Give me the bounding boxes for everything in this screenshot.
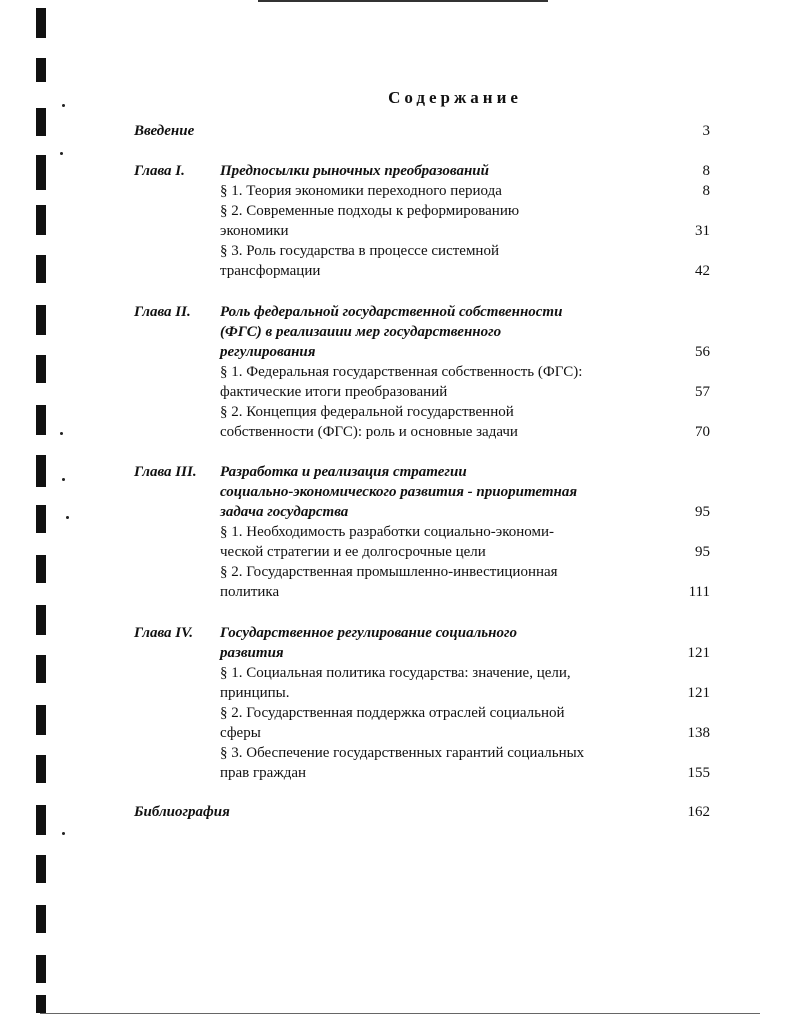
page-number: 162 xyxy=(687,804,710,820)
section-line: § 1. Федеральная государственная собственность (ФГС): xyxy=(220,364,583,380)
page-number: 3 xyxy=(702,123,710,139)
page-number: 42 xyxy=(695,263,710,279)
binding-mark xyxy=(36,255,46,283)
section-line: § 1. Социальная политика государства: значение, цели, xyxy=(220,665,571,681)
binding-mark xyxy=(36,805,46,835)
page-number: 111 xyxy=(688,584,710,600)
section-line: прав граждан xyxy=(220,765,307,781)
page-number: 31 xyxy=(695,223,710,239)
section-line: § 2. Современные подходы к реформированию xyxy=(220,203,520,219)
bibliography-label: Библиография xyxy=(134,804,230,820)
chapter-heading: социально-экономического развития - приоритетная xyxy=(220,484,578,500)
binding-mark xyxy=(36,995,46,1013)
scan-dot xyxy=(66,516,69,519)
section-line: § 2. Концепция федеральной государственной xyxy=(220,404,514,420)
page-number: 138 xyxy=(687,725,710,741)
binding-mark xyxy=(36,455,46,487)
page-number: 57 xyxy=(695,384,710,400)
chapter-heading: Разработка и реализация стратегии xyxy=(220,464,467,480)
binding-mark xyxy=(36,58,46,82)
section-line: § 2. Государственная промышленно-инвестиционная xyxy=(220,564,558,580)
chapter-label: Глава IV. xyxy=(134,625,193,641)
chapter-heading: Государственное регулирование социального xyxy=(220,625,518,641)
scan-dot xyxy=(62,478,65,481)
binding-mark xyxy=(36,855,46,883)
chapter-label: Глава III. xyxy=(134,464,197,480)
chapter-heading: (ФГС) в реализаиии мер государственного xyxy=(220,324,502,340)
section-line: фактические итоги преобразований xyxy=(220,384,448,400)
section-line: принципы. xyxy=(220,685,290,701)
binding-mark xyxy=(36,605,46,635)
binding-mark xyxy=(36,305,46,335)
chapter-heading: задача государства xyxy=(220,504,349,520)
section-line: трансформации xyxy=(220,263,321,279)
section-line: § 2. Государственная поддержка отраслей социальной xyxy=(220,705,565,721)
section-line: § 1. Необходимость разработки социально-экономи- xyxy=(220,524,554,540)
page-number: 56 xyxy=(695,344,710,360)
chapter-label: Глава II. xyxy=(134,304,191,320)
section-line: § 1. Теория экономики переходного периода xyxy=(220,183,502,199)
binding-mark xyxy=(36,905,46,933)
page-number: 95 xyxy=(695,504,710,520)
section-line: сферы xyxy=(220,725,261,741)
page-number: 70 xyxy=(695,424,710,440)
intro-label: Введение xyxy=(134,123,195,139)
scan-bottom-line xyxy=(40,1013,760,1014)
page-number: 95 xyxy=(695,544,710,560)
binding-mark xyxy=(36,205,46,235)
section-line: § 3. Обеспечение государственных гарантий социальных xyxy=(220,745,585,761)
scan-dot xyxy=(60,432,63,435)
binding-mark xyxy=(36,555,46,583)
page-number: 121 xyxy=(687,645,710,661)
binding-mark xyxy=(36,108,46,136)
page-number: 8 xyxy=(702,163,710,179)
page-number: 8 xyxy=(702,183,710,199)
chapter-label: Глава I. xyxy=(134,163,185,179)
page-number: 155 xyxy=(687,765,710,781)
binding-mark xyxy=(36,505,46,533)
binding-mark xyxy=(36,955,46,983)
scan-dot xyxy=(62,832,65,835)
chapter-heading: развития xyxy=(220,645,284,661)
section-line: § 3. Роль государства в процессе системной xyxy=(220,243,499,259)
scan-dot xyxy=(60,152,63,155)
binding-mark xyxy=(36,655,46,683)
binding-mark xyxy=(36,155,46,190)
page-title: Содержание xyxy=(388,88,522,107)
scan-top-line xyxy=(258,0,548,2)
binding-mark xyxy=(36,755,46,783)
section-line: ческой стратегии и ее долгосрочные цели xyxy=(220,544,486,560)
binding-mark xyxy=(36,355,46,383)
chapter-heading: регулирования xyxy=(220,344,316,360)
chapter-heading: Роль федеральной государственной собственности xyxy=(220,304,563,320)
chapter-heading: Предпосылки рыночных преобразований xyxy=(220,163,489,179)
section-line: политика xyxy=(220,584,280,600)
section-line: собственности (ФГС): роль и основные задачи xyxy=(220,424,518,440)
section-line: экономики xyxy=(220,223,289,239)
page-number: 121 xyxy=(687,685,710,701)
binding-mark xyxy=(36,405,46,435)
binding-mark xyxy=(36,705,46,735)
binding-mark xyxy=(36,8,46,38)
